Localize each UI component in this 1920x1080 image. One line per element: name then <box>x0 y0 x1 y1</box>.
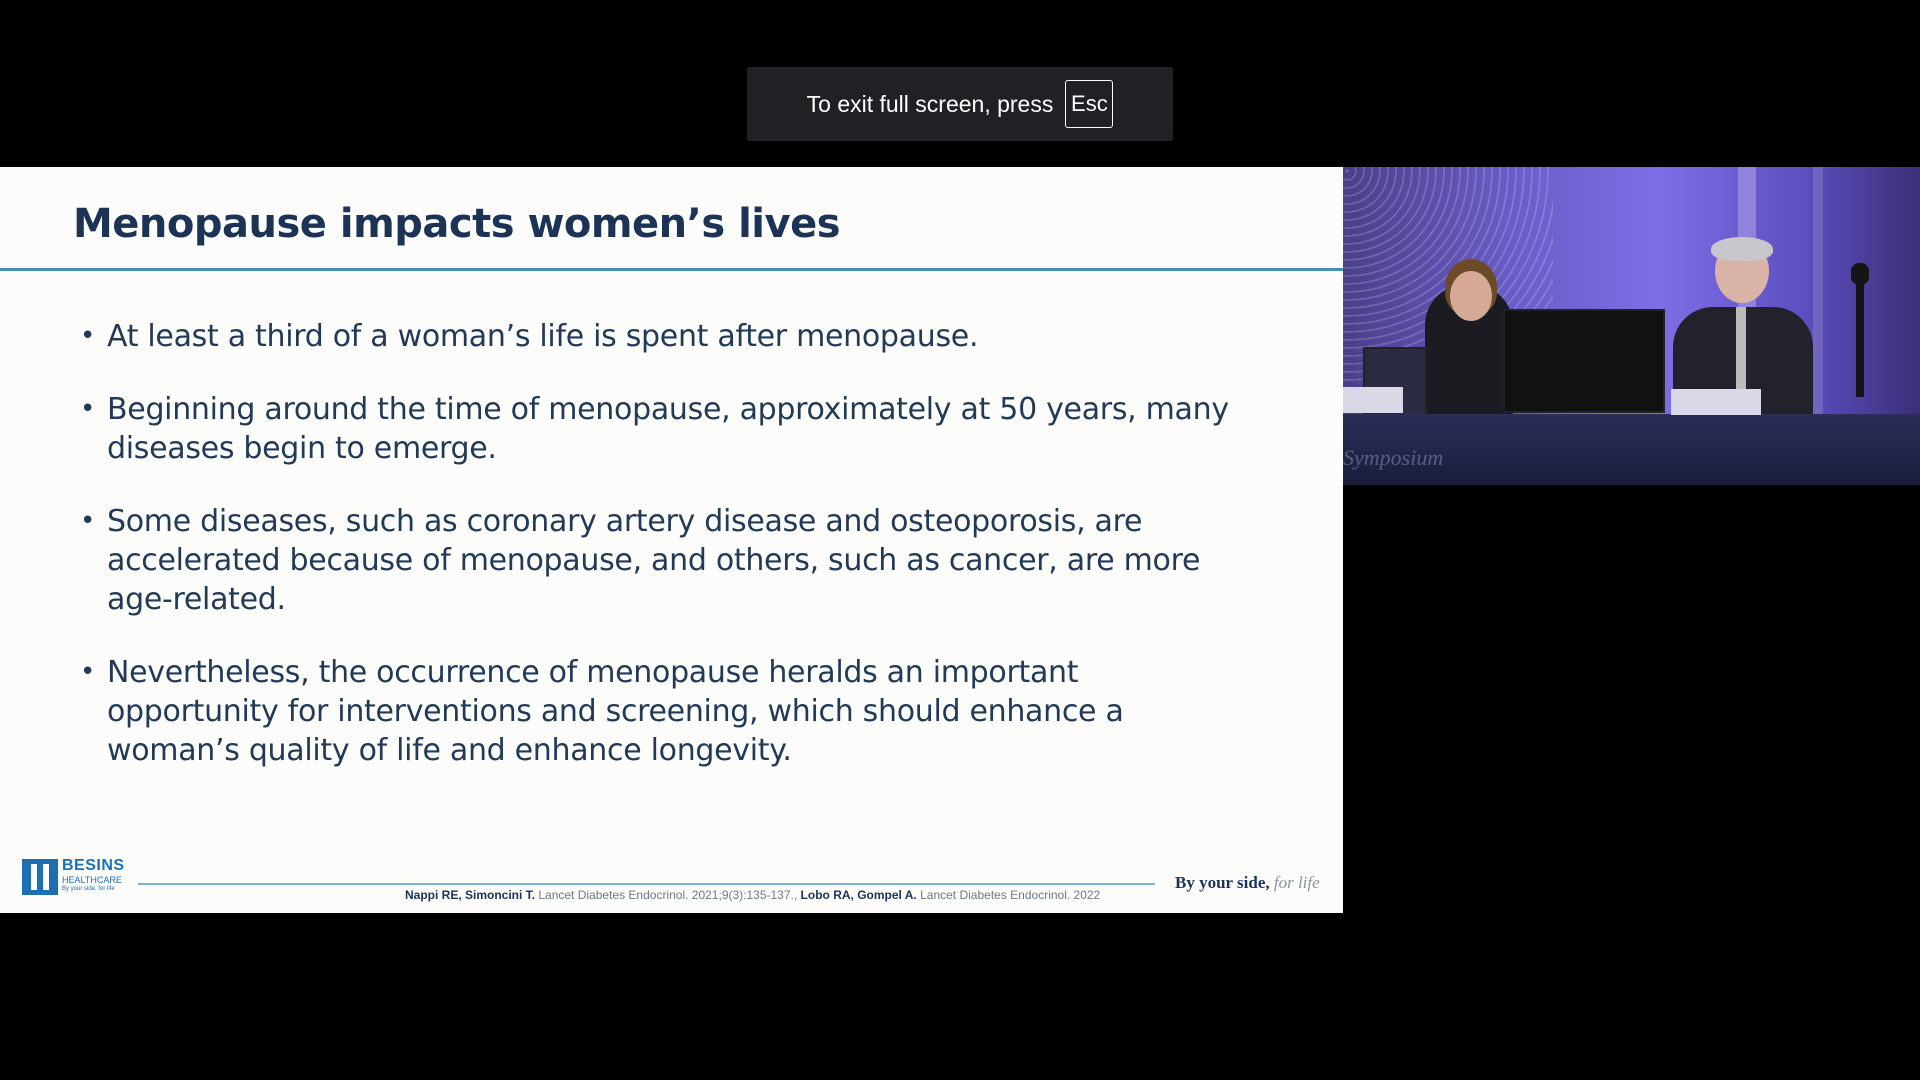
speaker-video-feed <box>1343 167 1920 485</box>
microphone-icon <box>1851 263 1869 285</box>
footer-references: Nappi RE, Simoncini T. Lancet Diabetes Endocrinol. 2021;9(3):135-137., Lobo RA, Gompel A. Lancet Diabetes Endocrinol. 2022 <box>405 888 1101 902</box>
logo-subtitle: HEALTHCARE <box>62 875 122 885</box>
fullscreen-notice-text: To exit full screen, press <box>806 90 1054 117</box>
speaker-right-tie <box>1736 307 1746 397</box>
reference-1-source: Lancet Diabetes Endocrinol. 2021;9(3):135-137. <box>538 888 794 902</box>
presentation-slide <box>0 167 1343 913</box>
bullet-text: Nevertheless, the occurrence of menopause heralds an important opportunity for interventions and screening, which should enhance a woman’s quality of life and enhance longevity. <box>107 655 1124 768</box>
tagline-script: for life <box>1273 873 1320 892</box>
microphone-stand-icon <box>1856 267 1864 397</box>
tagline-main: By your side, <box>1175 873 1270 892</box>
esc-key-badge: Esc <box>1065 80 1113 128</box>
logo-name: BESINS <box>62 857 125 874</box>
bullet-dot-icon: • <box>80 394 96 424</box>
bullet-dot-icon: • <box>80 321 96 351</box>
reference-2-authors: Lobo RA, Gompel A. <box>800 888 917 902</box>
desk-monitor <box>1503 309 1665 413</box>
bullet-item <box>80 502 1240 619</box>
bullet-text: Beginning around the time of menopause, approximately at 50 years, many diseases begin to emerge. <box>107 392 1229 466</box>
bullet-item <box>80 317 1240 356</box>
nameplate <box>1671 389 1761 415</box>
reference-1-authors: Nappi RE, Simoncini T. <box>405 888 536 902</box>
desk-banner-text: Symposium <box>1343 445 1444 470</box>
slide-tagline <box>1175 873 1320 893</box>
slide-title: Menopause impacts women’s lives <box>73 201 841 247</box>
bullet-list <box>80 317 1240 804</box>
reference-2-source: Lancet Diabetes Endocrinol. 2022 <box>920 888 1101 902</box>
speaker-left-head <box>1450 271 1492 321</box>
besins-logo-mark-icon <box>22 859 58 895</box>
bullet-text: Some diseases, such as coronary artery disease and osteoporosis, are accelerated because of menopause, and others, such as cancer, are more age-related. <box>107 504 1201 617</box>
title-divider <box>0 268 1343 271</box>
bullet-item <box>80 653 1240 770</box>
footer-divider <box>138 883 1155 885</box>
bullet-dot-icon: • <box>80 657 96 687</box>
nameplate <box>1343 387 1403 413</box>
bullet-text: At least a third of a woman’s life is spent after menopause. <box>107 319 979 354</box>
speaker-right-hair <box>1711 237 1773 261</box>
logo-tagline: By your side, for life <box>62 886 115 892</box>
fullscreen-exit-notice <box>747 67 1173 141</box>
bullet-dot-icon: • <box>80 506 96 536</box>
bullet-item <box>80 390 1240 468</box>
besins-logo <box>22 857 125 897</box>
